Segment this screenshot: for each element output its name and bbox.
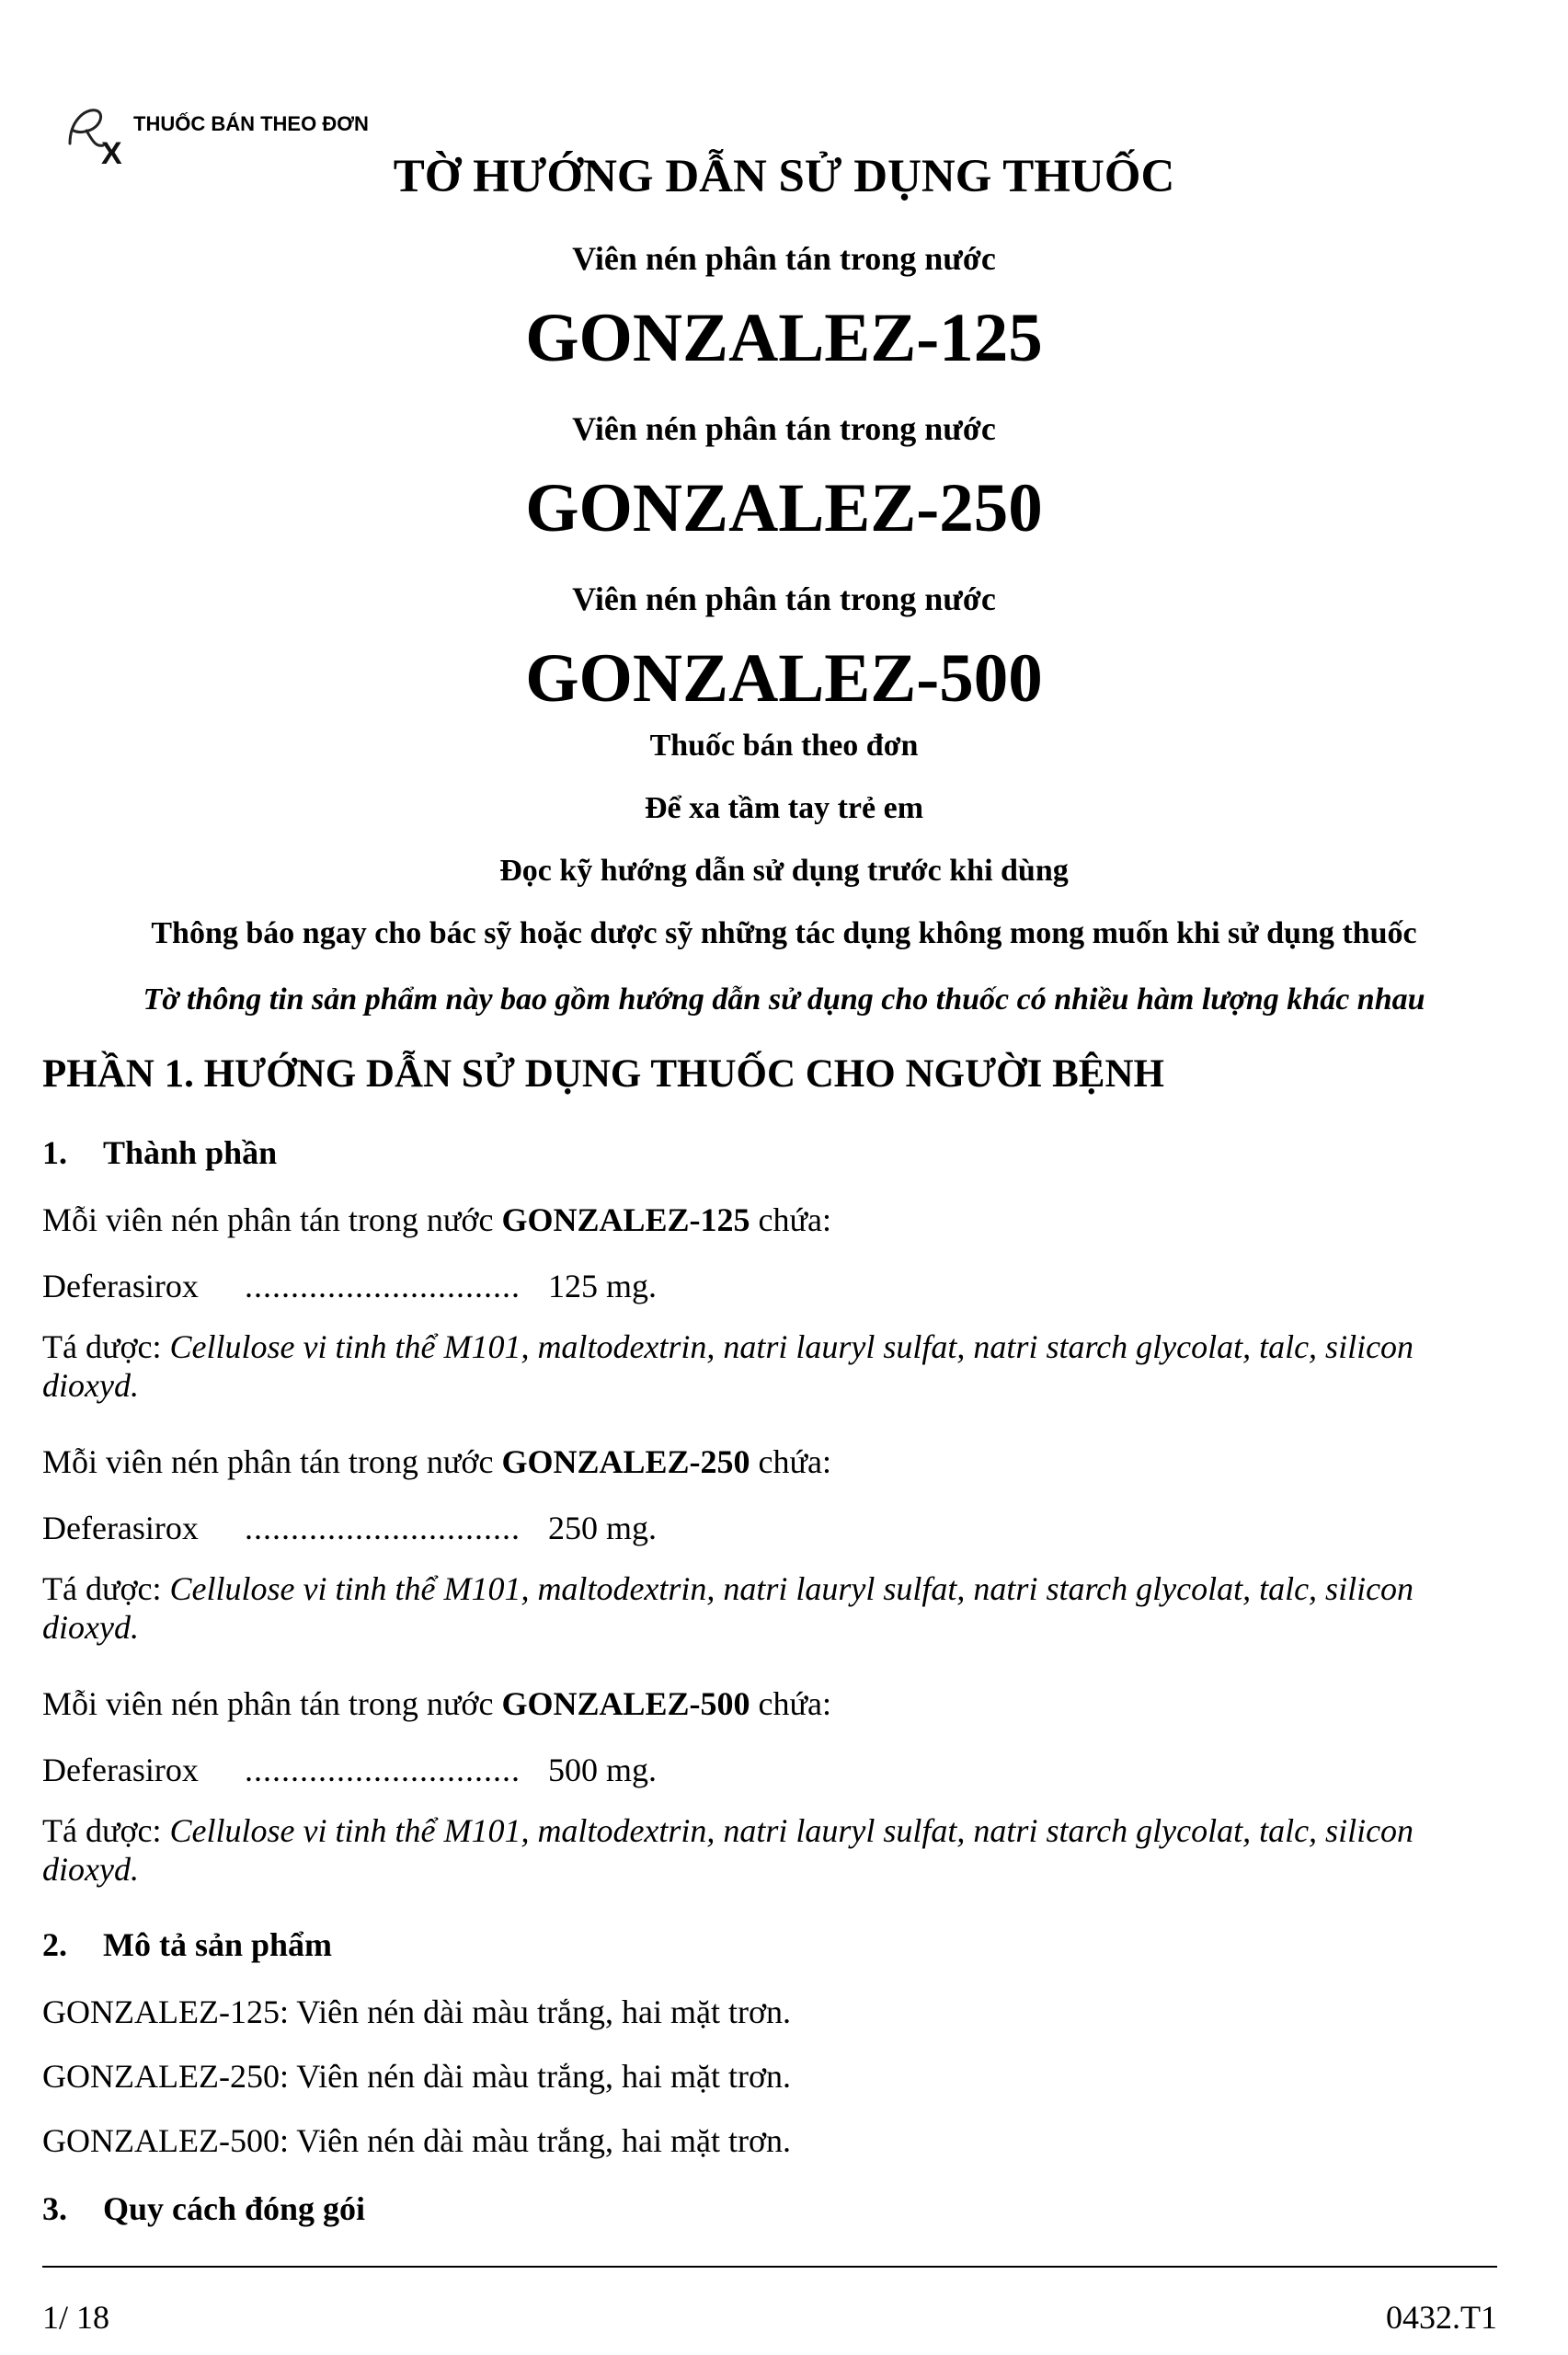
excipient-label: Tá dược: [42,1812,170,1849]
document-code: 0432.T1 [1386,2299,1497,2336]
section-number: 2. [42,1926,67,1963]
warning-report-effects: Thông báo ngay cho bác sỹ hoặc dược sỹ những tác dụng không mong muốn khi sử dụng thuốc [151,916,1417,950]
ingredient-amount: 250 mg. [548,1510,658,1546]
formulation-intro [42,1200,1505,1239]
section2-heading [42,1925,1505,1964]
dose-row [42,1751,1505,1789]
footer-divider [42,2266,1497,2268]
formulation-intro [42,1684,1505,1723]
excipient-label: Tá dược: [42,1570,170,1607]
product-name-3: GONZALEZ-500 [525,640,1043,717]
svg-text:X: X [101,136,122,167]
leader-dots: .............................. [245,1510,521,1546]
section1-heading [42,1133,1505,1172]
section-number: 1. [42,1134,67,1171]
intro-suffix: chứa: [750,1201,831,1238]
leader-dots: .............................. [245,1752,521,1788]
product-form-3: Viên nén phân tán trong nước [572,580,996,617]
description-line: GONZALEZ-250: Viên nén dài màu trắng, hai mặt trơn. [42,2058,792,2095]
multi-strength-note: Tờ thông tin sản phẩm này bao gồm hướng dẫn sử dụng cho thuốc có nhiều hàm lượng khác nhau [143,982,1425,1017]
section-title: Quy cách đóng gói [103,2190,366,2227]
page-number: 1/ 18 [42,2299,110,2336]
ingredient-name: Deferasirox [42,1268,199,1304]
ingredient-amount: 125 mg. [548,1268,658,1304]
product-name-2: GONZALEZ-250 [525,470,1043,546]
warning-children: Để xa tầm tay trẻ em [644,791,924,825]
dose-row [42,1509,1505,1547]
excipients [42,1327,1505,1405]
section-title: Thành phần [103,1134,278,1171]
intro-suffix: chứa: [750,1443,831,1480]
warning-read-instructions: Đọc kỹ hướng dẫn sử dụng trước khi dùng [499,854,1069,888]
intro-prefix: Mỗi viên nén phân tán trong nước [42,1443,502,1480]
description-line: GONZALEZ-125: Viên nén dài màu trắng, hai mặt trơn. [42,1993,792,2030]
excipient-list: Cellulose vi tinh thể M101, maltodextrin, natri lauryl sulfat, natri starch glycolat, talc, silicon dioxyd. [42,1328,1414,1404]
intro-product: GONZALEZ-250 [501,1443,750,1480]
intro-product: GONZALEZ-500 [501,1685,750,1722]
intro-prefix: Mỗi viên nén phân tán trong nước [42,1685,502,1722]
product-form-2: Viên nén phân tán trong nước [572,410,996,447]
warning-prescription: Thuốc bán theo đơn [649,729,919,763]
leader-dots: .............................. [245,1268,521,1304]
ingredient-amount: 500 mg. [548,1752,658,1788]
intro-prefix: Mỗi viên nén phân tán trong nước [42,1201,502,1238]
excipients [42,1569,1505,1647]
section-title: Mô tả sản phẩm [103,1926,333,1963]
ingredient-name: Deferasirox [42,1510,199,1546]
product-name-1: GONZALEZ-125 [525,300,1043,376]
section-number: 3. [42,2190,67,2227]
formulation-intro [42,1442,1505,1481]
description-line: GONZALEZ-500: Viên nén dài màu trắng, hai mặt trơn. [42,2122,792,2159]
document-title: TỜ HƯỚNG DẪN SỬ DỤNG THUỐC [393,151,1175,202]
excipient-list: Cellulose vi tinh thể M101, maltodextrin, natri lauryl sulfat, natri starch glycolat, talc, silicon dioxyd. [42,1812,1414,1888]
intro-suffix: chứa: [750,1685,831,1722]
dose-row [42,1267,1505,1305]
part1-heading: PHẦN 1. HƯỚNG DẪN SỬ DỤNG THUỐC CHO NGƯỜI BỆNH [42,1052,1164,1096]
section3-heading [42,2189,1505,2228]
excipients [42,1811,1505,1889]
excipient-list: Cellulose vi tinh thể M101, maltodextrin, natri lauryl sulfat, natri starch glycolat, talc, silicon dioxyd. [42,1570,1414,1646]
product-form-1: Viên nén phân tán trong nước [572,240,996,277]
intro-product: GONZALEZ-125 [501,1201,750,1238]
excipient-label: Tá dược: [42,1328,170,1365]
ingredient-name: Deferasirox [42,1752,199,1788]
rx-label: THUỐC BÁN THEO ĐƠN [133,112,369,135]
